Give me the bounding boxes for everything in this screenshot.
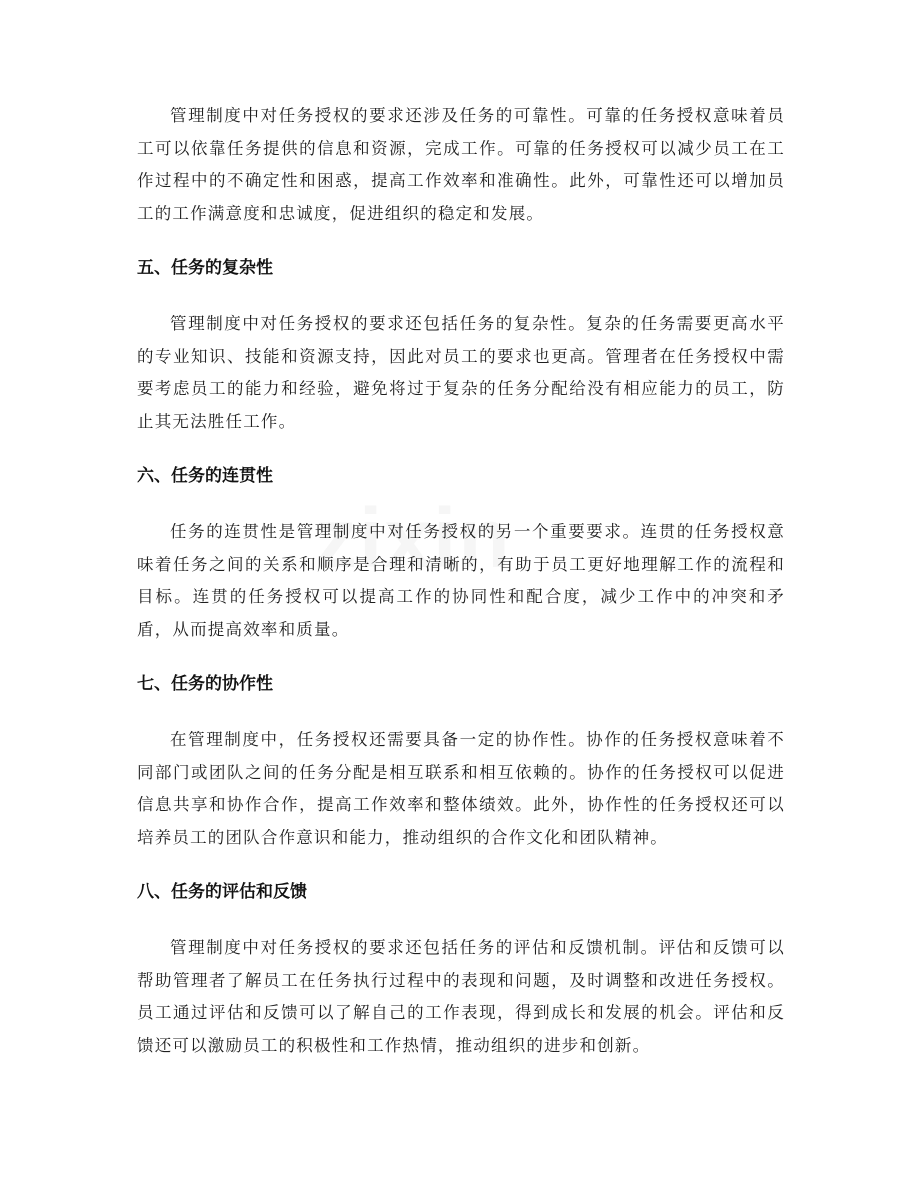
section-evaluation-feedback	[137, 876, 785, 1062]
section-coherence	[137, 460, 785, 646]
section-paragraph: 管理制度中对任务授权的要求还包括任务的复杂性。复杂的任务需要更高水平的专业知识、技能和资源支持，因此对员工的要求也更高。管理者在任务授权中需要考虑员工的能力和经验，避免将过于复杂的任务分配给没有相应能力的员工，防止其无法胜任工作。	[137, 314, 785, 431]
section-heading: 七、任务的协作性	[137, 674, 273, 694]
section-paragraph: 任务的连贯性是管理制度中对任务授权的另一个重要要求。连贯的任务授权意味着任务之间的关系和顺序是合理和清晰的，有助于员工更好地理解工作的流程和目标。连贯的任务授权可以提高工作的协同性和配合度，减少工作中的冲突和矛盾，从而提高效率和质量。	[137, 522, 785, 639]
section-paragraph: 在管理制度中，任务授权还需要具备一定的协作性。协作的任务授权意味着不同部门或团队之间的任务分配是相互联系和相互依赖的。协作的任务授权可以促进信息共享和协作合作，提高工作效率和整体绩效。此外，协作性的任务授权还可以培养员工的团队合作意识和能力，推动组织的合作文化和团队精神。	[137, 730, 785, 847]
intro-paragraph: 管理制度中对任务授权的要求还涉及任务的可靠性。可靠的任务授权意味着员工可以依靠任务提供的信息和资源，完成工作。可靠的任务授权可以减少员工在工作过程中的不确定性和困惑，提高工作效率和准确性。此外，可靠性还可以增加员工的工作满意度和忠诚度，促进组织的稳定和发展。	[137, 106, 785, 223]
section-heading: 八、任务的评估和反馈	[137, 882, 307, 902]
section-heading: 五、任务的复杂性	[137, 258, 273, 278]
section-paragraph: 管理制度中对任务授权的要求还包括任务的评估和反馈机制。评估和反馈可以帮助管理者了解员工在任务执行过程中的表现和问题，及时调整和改进任务授权。员工通过评估和反馈可以了解自己的工作表现，得到成长和发展的机会。评估和反馈还可以激励员工的积极性和工作热情，推动组织的进步和创新。	[137, 938, 785, 1055]
section-collaboration	[137, 668, 785, 854]
document-body	[137, 100, 785, 1062]
section-complexity	[137, 252, 785, 438]
section-heading: 六、任务的连贯性	[137, 466, 273, 486]
